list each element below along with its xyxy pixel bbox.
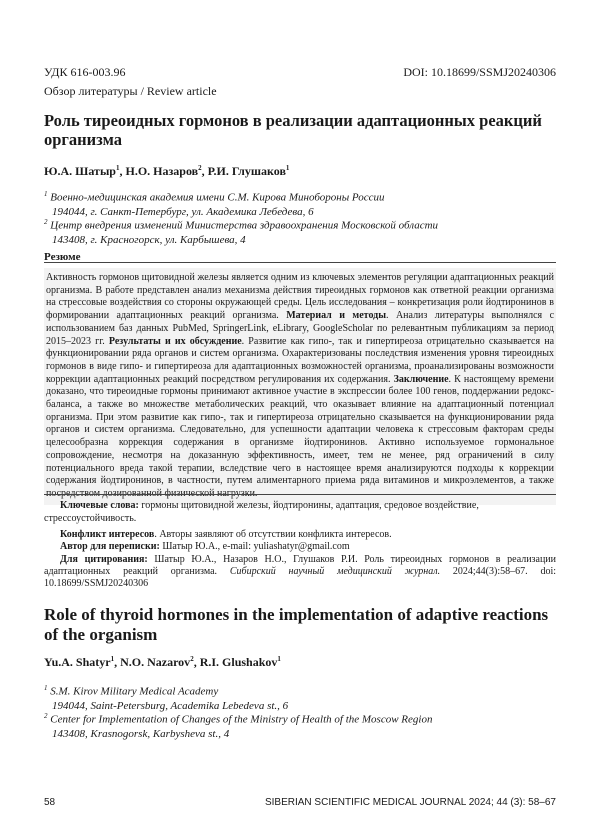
aff-line: Center for Implementation of Changes of the Ministry of Health of the Moscow Region [50,713,433,726]
conflict-text: . Авторы заявляют об отсутствии конфликта интересов. [154,529,392,540]
aff-sup: 1 [44,684,48,692]
cite-text: Шатыр Ю.А., Назаров Н.О., Глушаков Р.И. Роль тиреоидных гормонов в реализации адаптационных реакций организма. [44,553,557,577]
aff-sup: 1 [44,190,48,198]
journal-citation: SIBERIAN SCIENTIFIC MEDICAL JOURNAL 2024; 44 (3): 58–67 [264,797,556,808]
authors-ru: Ю.А. Шатыр$^1$, Н.О. Назаров$^2$, Р.И. Глушаков$^1$ [44,164,290,178]
methods-heading: Материал и методы [286,310,387,322]
aff-line: S.M. Kirov Military Medical Academy [50,685,219,698]
keywords [44,500,556,525]
aff-sup: 2 [44,712,48,720]
conclusion-heading: Заключение [393,373,449,385]
authors-en: Yu.A. Shatyr$^1$, N.O. Nazarov$^2$, R.I. Glushakov$^1$ [44,655,281,669]
cite-label: Для цитирования: [60,553,148,565]
cite-journal: Сибирский научный медицинский журнал. [229,565,441,577]
title-en: Role of thyroid hormones in the implementation of adaptive reactions of the organism [44,605,549,644]
author-sup: 2 [190,655,194,663]
author-name: N.O. Nazarov [120,655,191,669]
author-sup: 1 [277,655,281,663]
corresp-label: Автор для переписки: [60,541,160,553]
affiliation-en-1 [44,681,288,713]
affiliation-ru-1 [44,187,384,219]
author-sup: 1 [115,164,120,172]
aff-line: Центр внедрения изменений Министерства здравоохранения Московской области [50,219,439,232]
doi: DOI: 10.18699/SSMJ20240306 [403,65,556,79]
author-name: Ю.А. Шатыр [44,164,116,178]
keywords-label: Ключевые слова: [60,500,139,511]
aff-sup: 2 [44,218,48,226]
divider [44,262,556,263]
resume-heading: Резюме [44,251,81,263]
divider [44,494,556,495]
article-type: Обзор литературы / Review article [44,84,217,98]
author-sup: 1 [285,164,290,172]
aff-line: Военно-медицинская академия имени С.М. Кирова Минобороны России [50,191,385,204]
author-name: Р.И. Глушаков [207,164,286,178]
author-name: Yu.A. Shatyr [44,655,111,669]
page-number: 58 [44,797,56,808]
udk-code: УДК 616-003.96 [44,65,126,79]
article-meta [44,529,556,590]
cite-tail: 2024;44(3):58–67. doi: 10.18699/SSMJ20240306 [44,565,556,590]
aff-address: 143408, Krasnogorsk, Karbysheva st., 4 [52,727,230,740]
aff-address: 143408, г. Красногорск, ул. Карбышева, 4 [52,233,246,246]
abstract-intro: Активность гормонов щитовидной железы является одним из ключевых элементов регуляции адаптационных реакций организма. В работе представлен анализ механизма действия тиреоидных гормонов как ответной реакции организма на стрессовые воздействия со стороны окружающей среды. Цель исследования – конкретизация роли йодтиронинов в формировании адаптационных реакций организма. [46,272,554,322]
conflict-label: Конфликт интересов [60,529,155,540]
affiliation-ru-2 [44,215,438,247]
header-row [44,65,556,80]
author-name: Н.О. Назаров [125,164,199,178]
conclusion-text: . К настоящему времени доказано, что тиреоидные гормоны принимают активное участие в экспрессии более 100 генов, поддержании редокс-баланса, а также во множестве метаболических реакций, что оказывает влияние на адаптационный потенциал организма. При этом развитие как гипо-, так и гипертиреоза отрицательно сказывается на функционировании ряда органов и систем организма. Следовательно, для успешности адаптации человека к стрессовым факторам среды целесообразна коррекция содержания в организме йодтиронинов. Активно используемое гормональное сопровождение, несмотря на доказанную эффективность, имеет, тем не менее, ряд ограничений в силу потенциального вреда такой терапии, вследствие чего в настоящее время анализируются подходы к коррекции содержания йодтиронинов, в частности, путем алиментарного приема ряда витаминов и микроэлементов, а также посредством дозированной физической нагрузки. [46,373,554,499]
methods-text: . Анализ литературы выполнялся с использованием баз данных PubMed, SpringerLink, eLibrary, GoogleScholar по релевантным публикациям за период 2015–2023 гг. [46,310,555,347]
author-name: R.I. Glushakov [199,655,278,669]
author-sup: 1 [110,655,115,663]
abstract-box [44,268,556,505]
title-ru: Роль тиреоидных гормонов в реализации адаптационных реакций организма [44,111,542,149]
page-footer [44,797,556,808]
aff-address: 194044, г. Санкт-Петербург, ул. Академика Лебедева, 6 [52,205,314,218]
results-heading: Результаты и их обсуждение [108,335,242,347]
corresp-text: Шатыр Ю.А., e-mail: yuliashatyr@gmail.com [159,541,350,553]
results-text: . Развитие как гипо-, так и гипертиреоза отрицательно сказывается на функционировании ряда органов и систем организма. Охарактеризованы последствия изменения уровня тиреоидных гормонов в виде гипо- и гипертиреоза для адаптационных возможностей организма, проанализированы возможности коррекции адаптационных реакций посредством регулирования их содержания. [46,335,555,385]
abstract-text [44,268,556,505]
aff-address: 194044, Saint-Petersburg, Academika Lebedeva st., 6 [52,699,289,712]
keywords-text: гормоны щитовидной железы, йодтиронины, адаптация, средовое воздействие, стрессоустойчивость. [44,500,479,524]
affiliation-en-2 [44,709,432,741]
author-sup: 2 [198,164,202,172]
